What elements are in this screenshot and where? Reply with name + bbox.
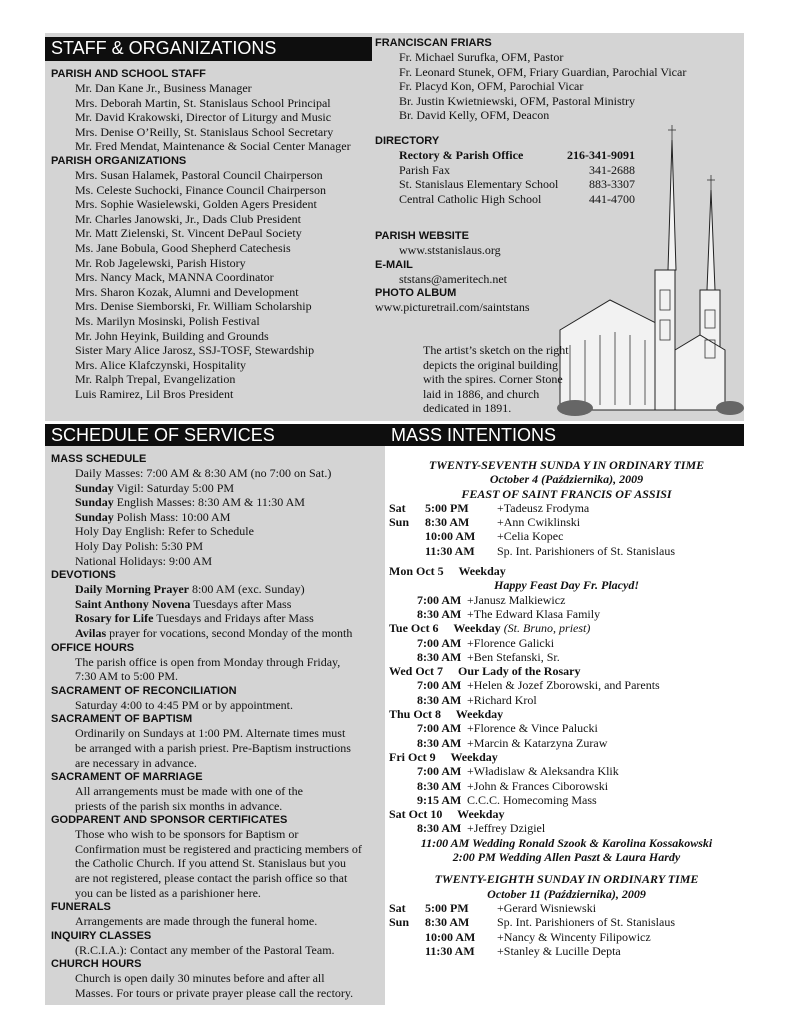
intention-row: [389, 593, 744, 607]
staff-section: [51, 67, 381, 401]
w2-row-text: +Gerard Wisniewski: [497, 900, 597, 915]
staff-item: Mrs. Denise O’Reilly, St. Stanislaus School Secretary: [75, 124, 334, 139]
org-item: Mrs. Alice Klafczynski, Hospitality: [75, 357, 246, 372]
photo-link[interactable]: www.picturetrail.com/saintstans: [375, 300, 530, 315]
intention-row: [389, 636, 744, 650]
directory-title: DIRECTORY: [375, 135, 440, 147]
baptism-line: be arranged with a parish priest. Pre-Baptism instructions: [75, 740, 351, 755]
directory-phone: 441-4700: [589, 191, 635, 206]
intention-text: +Janusz Malkiewicz: [467, 592, 566, 607]
mass-line: [51, 495, 386, 510]
wedding-line: 11:00 AM Wedding Ronald Szook & Karolina Kossakowski: [420, 835, 713, 850]
intention-text: +Jeffrey Dzigiel: [467, 821, 546, 836]
intention-time: 7:00 AM: [417, 635, 462, 650]
org-item: Sister Mary Alice Jarosz, SSJ-TOSF, Stewardship: [75, 343, 315, 358]
w2-row-time: 8:30 AM: [425, 915, 470, 930]
day-name: Sat Oct 10: [389, 807, 443, 822]
org-item: Mrs. Susan Halamek, Pastoral Council Chairperson: [75, 167, 323, 182]
devotion-line-text: Tuesdays after Mass: [190, 596, 292, 611]
day-header: [389, 807, 744, 821]
devotion-line-text: Tuesdays and Fridays after Mass: [153, 611, 314, 626]
w2-row: [389, 915, 744, 929]
org-item: Ms. Celeste Suchocki, Finance Council Chairperson: [75, 182, 326, 197]
devotion-line: [51, 597, 386, 612]
godparent-line: you can be listed as a parishioner here.: [75, 885, 261, 900]
baptism-line: are necessary in advance.: [75, 755, 197, 770]
w1-row-time: 5:00 PM: [425, 500, 469, 515]
funerals-title: FUNERALS: [51, 901, 111, 914]
office-title: OFFICE HOURS: [51, 641, 135, 654]
w1-row-day: Sat: [389, 500, 406, 515]
intention-text: +Władislaw & Aleksandra Klik: [467, 764, 619, 779]
w1-row: [389, 515, 744, 529]
friar-item: Br. Justin Kwietniewski, OFM, Pastoral Ministry: [399, 93, 636, 108]
org-item: Luis Ramirez, Lil Bros President: [75, 386, 234, 401]
w2-row: [389, 901, 744, 915]
intention-text: +Helen & Jozef Zborowski, and Parents: [467, 678, 660, 693]
mass-schedule-title: MASS SCHEDULE: [51, 453, 147, 465]
mass-line-text: Holy Day English: Refer to Schedule: [75, 524, 254, 539]
friars-title: FRANCISCAN FRIARS: [375, 37, 492, 49]
directory-section: [375, 134, 635, 206]
staff-item: Mr. David Krakowski, Director of Liturgy and Music: [75, 110, 332, 125]
w2-row-day: Sun: [389, 915, 410, 930]
w1-row-text: +Tadeusz Frodyma: [497, 500, 590, 515]
mass-line: [51, 524, 386, 539]
w1-row-text: Sp. Int. Parishioners of St. Stanislaus: [497, 543, 676, 558]
day-header: [389, 621, 744, 635]
day-header: [389, 564, 744, 578]
w1-row-time: 11:30 AM: [425, 543, 475, 558]
intention-time: 8:30 AM: [417, 692, 462, 707]
friar-item: Fr. Leonard Stunek, OFM, Friary Guardian, Parochial Vicar: [399, 64, 687, 79]
godparent-line: the Catholic Church. If you attend St. Stanislaus but you: [75, 856, 346, 871]
w1-row: [389, 544, 744, 558]
marriage-line: All arrangements must be made with one of the: [75, 784, 303, 799]
schedule-section: [51, 452, 386, 1001]
caption-line: dedicated in 1891.: [423, 401, 512, 416]
day-label-note: (St. Bruno, priest): [500, 621, 591, 636]
funerals-line: Arrangements are made through the funeral home.: [75, 914, 318, 929]
directory-row: [375, 163, 635, 178]
directory-phone: 216-341-9091: [567, 148, 635, 162]
directory-row: [375, 177, 635, 192]
w2-row: [389, 944, 744, 958]
website-title: PARISH WEBSITE: [375, 230, 469, 242]
office-line: The parish office is open from Monday through Friday,: [75, 654, 341, 669]
devotion-line-bold: Daily Morning Prayer: [75, 582, 189, 597]
week1-date: October 4 (Października), 2009: [489, 472, 644, 487]
caption-line: The artist’s sketch on the right: [423, 343, 569, 357]
intention-text: +Florence Galicki: [467, 635, 555, 650]
parish-orgs-title: PARISH ORGANIZATIONS: [51, 154, 187, 167]
day-label: Our Lady of the Rosary: [443, 664, 581, 679]
intention-time: 8:30 AM: [417, 778, 462, 793]
friars-list: [375, 50, 743, 123]
church-line: Masses. For tours or private prayer please call the rectory.: [75, 986, 354, 1001]
staff-item: Mr. Fred Mendat, Maintenance & Social Center Manager: [75, 139, 351, 154]
godparent-line: Confirmation must be registered and practicing members of: [75, 841, 362, 856]
directory-name: Parish Fax: [399, 162, 450, 177]
intention-time: 8:30 AM: [417, 649, 462, 664]
mass-line: [51, 510, 386, 525]
baptism-title: SACRAMENT OF BAPTISM: [51, 713, 193, 726]
intention-time: 8:30 AM: [417, 821, 462, 836]
directory-row: [375, 192, 635, 207]
w1-row-text: +Celia Kopec: [497, 529, 564, 544]
website-link[interactable]: www.ststanislaus.org: [399, 243, 501, 257]
church-line: Church is open daily 30 minutes before and after all: [75, 971, 325, 986]
inquiry-title: INQUIRY CLASSES: [51, 929, 152, 942]
mass-line-text: English Masses: 8:30 AM & 11:30 AM: [113, 495, 305, 510]
intention-row: [389, 607, 744, 621]
day-name: Thu Oct 8: [389, 707, 442, 722]
caption-line: laid in 1886, and church: [423, 386, 540, 401]
day-label: Weekday: [438, 621, 501, 636]
devotion-line-bold: Rosary for Life: [75, 611, 154, 626]
org-item: Mrs. Sharon Kozak, Alumni and Development: [75, 284, 299, 299]
godparent-line: Those who wish to be sponsors for Baptism or: [75, 827, 299, 842]
intention-row: [389, 821, 744, 835]
intention-text: +The Edward Klasa Family: [467, 606, 601, 621]
intentions-section: [389, 458, 744, 958]
staff-item: Mrs. Deborah Martin, St. Stanislaus School Principal: [75, 95, 331, 110]
mass-line: [51, 539, 386, 554]
mass-line: [51, 554, 386, 569]
mass-line-bold: Sunday: [75, 495, 114, 510]
org-item: Mrs. Nancy Mack, MANNA Coordinator: [75, 270, 274, 285]
staff-item: Mr. Dan Kane Jr., Business Manager: [75, 81, 252, 95]
org-item: Mr. Matt Zielenski, St. Vincent DePaul Society: [75, 226, 302, 241]
mass-line: [51, 466, 386, 481]
w1-row-day: Sun: [389, 515, 410, 530]
devotion-line: [51, 611, 386, 626]
intention-row: [389, 721, 744, 735]
mass-line-text: Holy Day Polish: 5:30 PM: [75, 538, 204, 553]
day-label: Weekday: [442, 807, 505, 822]
org-item: Mrs. Sophie Wasielewski, Golden Agers President: [75, 197, 317, 212]
w2-row-text: Sp. Int. Parishioners of St. Stanislaus: [497, 915, 676, 930]
directory-name: Rectory & Parish Office: [399, 148, 524, 162]
directory-list: [375, 148, 635, 206]
w1-row-text: +Ann Cwiklinski: [497, 515, 581, 530]
day-name: Mon Oct 5: [389, 564, 444, 579]
w2-row-text: +Stanley & Lucille Depta: [497, 943, 621, 958]
mass-line-text: National Holidays: 9:00 AM: [75, 553, 212, 568]
mass-line-text: Polish Mass: 10:00 AM: [113, 509, 231, 524]
day-header: [389, 707, 744, 721]
day-note: Happy Feast Day Fr. Placyd!: [494, 578, 639, 593]
intention-text: +Marcin & Katarzyna Zuraw: [467, 735, 608, 750]
w1-row-time: 10:00 AM: [425, 529, 476, 544]
org-item: Mrs. Denise Siemborski, Fr. William Scholarship: [75, 299, 312, 314]
w2-row-time: 11:30 AM: [425, 943, 475, 958]
mass-line-text: Daily Masses: 7:00 AM & 8:30 AM (no 7:00 on Sat.): [75, 466, 332, 480]
org-list: [51, 168, 381, 402]
day-name: Wed Oct 7: [389, 664, 443, 679]
friar-item: Br. David Kelly, OFM, Deacon: [399, 108, 550, 123]
intention-row: [389, 650, 744, 664]
photo-title: PHOTO ALBUM: [375, 287, 457, 300]
inquiry-line: (R.C.I.A.): Contact any member of the Pastoral Team.: [75, 942, 335, 957]
w2-row-time: 10:00 AM: [425, 929, 476, 944]
reconciliation-title: SACRAMENT OF RECONCILIATION: [51, 684, 237, 697]
friars-section: [375, 36, 743, 123]
friar-item: Fr. Michael Surufka, OFM, Pastor: [399, 50, 564, 64]
w2-row-text: +Nancy & Wincenty Filipowicz: [497, 929, 651, 944]
godparent-line: are not registered, please contact the parish office so that: [75, 871, 348, 886]
week2-title: TWENTY-EIGHTH SUNDAY IN ORDINARY TIME: [434, 872, 699, 887]
marriage-title: SACRAMENT OF MARRIAGE: [51, 771, 203, 784]
wedding-line: 2:00 PM Wedding Allen Paszt & Laura Hardy: [452, 850, 681, 865]
reconciliation-line: Saturday 4:00 to 4:45 PM or by appointment.: [75, 697, 293, 712]
directory-phone: 341-2688: [589, 162, 635, 177]
devotion-line: [51, 582, 386, 597]
intention-text: +Ben Stefanski, Sr.: [467, 649, 560, 664]
day-name: Tue Oct 6: [389, 621, 439, 636]
org-item: Mr. Rob Jagelewski, Parish History: [75, 255, 246, 270]
intentions-heading: MASS INTENTIONS: [385, 424, 744, 446]
mass-line-bold: Sunday: [75, 509, 114, 524]
sketch-caption: [399, 343, 569, 416]
day-label: Weekday: [435, 749, 498, 764]
w1-row: [389, 501, 744, 515]
staff-heading: STAFF & ORGANIZATIONS: [45, 37, 372, 61]
org-item: Ms. Jane Bobula, Good Shepherd Catechesis: [75, 240, 291, 255]
org-item: Mr. Ralph Trepal, Evangelization: [75, 372, 236, 387]
day-label: Weekday: [441, 707, 504, 722]
church-title: CHURCH HOURS: [51, 958, 142, 971]
intention-text: +John & Frances Ciborowski: [467, 778, 609, 793]
directory-phone: 883-3307: [589, 177, 635, 192]
mass-line-text: Vigil: Saturday 5:00 PM: [113, 480, 235, 495]
devotion-line-bold: Avilas: [75, 625, 107, 640]
staff-list: [51, 81, 381, 154]
intention-text: +Richard Krol: [467, 692, 537, 707]
intention-row: [389, 678, 744, 692]
org-item: Mr. Charles Janowski, Jr., Dads Club President: [75, 211, 301, 226]
devotion-line: [51, 626, 386, 641]
intention-time: 7:00 AM: [417, 764, 462, 779]
parish-school-staff-title: PARISH AND SCHOOL STAFF: [51, 68, 206, 80]
mass-line-bold: Sunday: [75, 480, 114, 495]
day-header: [389, 750, 744, 764]
week2-date: October 11 (Października), 2009: [487, 886, 646, 901]
intention-time: 7:00 AM: [417, 721, 462, 736]
intention-time: 7:00 AM: [417, 678, 462, 693]
intention-row: [389, 693, 744, 707]
email-link[interactable]: ststans@ameritech.net: [399, 271, 508, 286]
intention-time: 8:30 AM: [417, 606, 462, 621]
marriage-line: priests of the parish six months in advance.: [75, 798, 283, 813]
intention-row: [389, 779, 744, 793]
intention-row: [389, 764, 744, 778]
intention-text: +Florence & Vince Palucki: [467, 721, 598, 736]
intention-text: C.C.C. Homecoming Mass: [467, 792, 597, 807]
godparent-title: GODPARENT AND SPONSOR CERTIFICATES: [51, 814, 288, 827]
devotion-line-text: prayer for vocations, second Monday of the month: [106, 625, 353, 640]
day-label: Weekday: [443, 564, 506, 579]
friar-item: Fr. Placyd Kon, OFM, Parochial Vicar: [399, 79, 584, 94]
mass-line: [51, 481, 386, 496]
intention-row: [389, 736, 744, 750]
email-title: E-MAIL: [375, 258, 413, 271]
week1-feast: FEAST OF SAINT FRANCIS OF ASSISI: [461, 486, 672, 501]
org-item: Ms. Marilyn Mosinski, Polish Festival: [75, 313, 260, 328]
schedule-heading: SCHEDULE OF SERVICES: [45, 424, 385, 446]
w1-row: [389, 529, 744, 543]
w2-row-time: 5:00 PM: [425, 900, 469, 915]
caption-line: depicts the original building: [423, 357, 558, 372]
day-header: [389, 664, 744, 678]
baptism-line: Ordinarily on Sundays at 1:00 PM. Alternate times must: [75, 726, 346, 741]
directory-name: St. Stanislaus Elementary School: [399, 177, 559, 192]
web-section: [375, 229, 575, 315]
devotion-line-text: 8:00 AM (exc. Sunday): [188, 582, 305, 597]
caption-line: with the spires. Corner Stone: [423, 372, 563, 387]
org-item: Mr. John Heyink, Building and Grounds: [75, 328, 269, 343]
intention-row: [389, 793, 744, 807]
w2-row-day: Sat: [389, 900, 406, 915]
intention-time: 9:15 AM: [417, 792, 462, 807]
devotion-line-bold: Saint Anthony Novena: [75, 596, 191, 611]
office-line: 7:30 AM to 5:00 PM.: [75, 669, 179, 684]
intention-time: 7:00 AM: [417, 592, 462, 607]
devotions-title: DEVOTIONS: [51, 569, 116, 582]
w1-row-time: 8:30 AM: [425, 515, 470, 530]
w2-row: [389, 930, 744, 944]
day-name: Fri Oct 9: [389, 749, 436, 764]
week1-title: TWENTY-SEVENTH SUNDA Y IN ORDINARY TIME: [428, 458, 705, 472]
directory-name: Central Catholic High School: [399, 191, 542, 206]
directory-row: [375, 148, 635, 163]
intention-time: 8:30 AM: [417, 735, 462, 750]
